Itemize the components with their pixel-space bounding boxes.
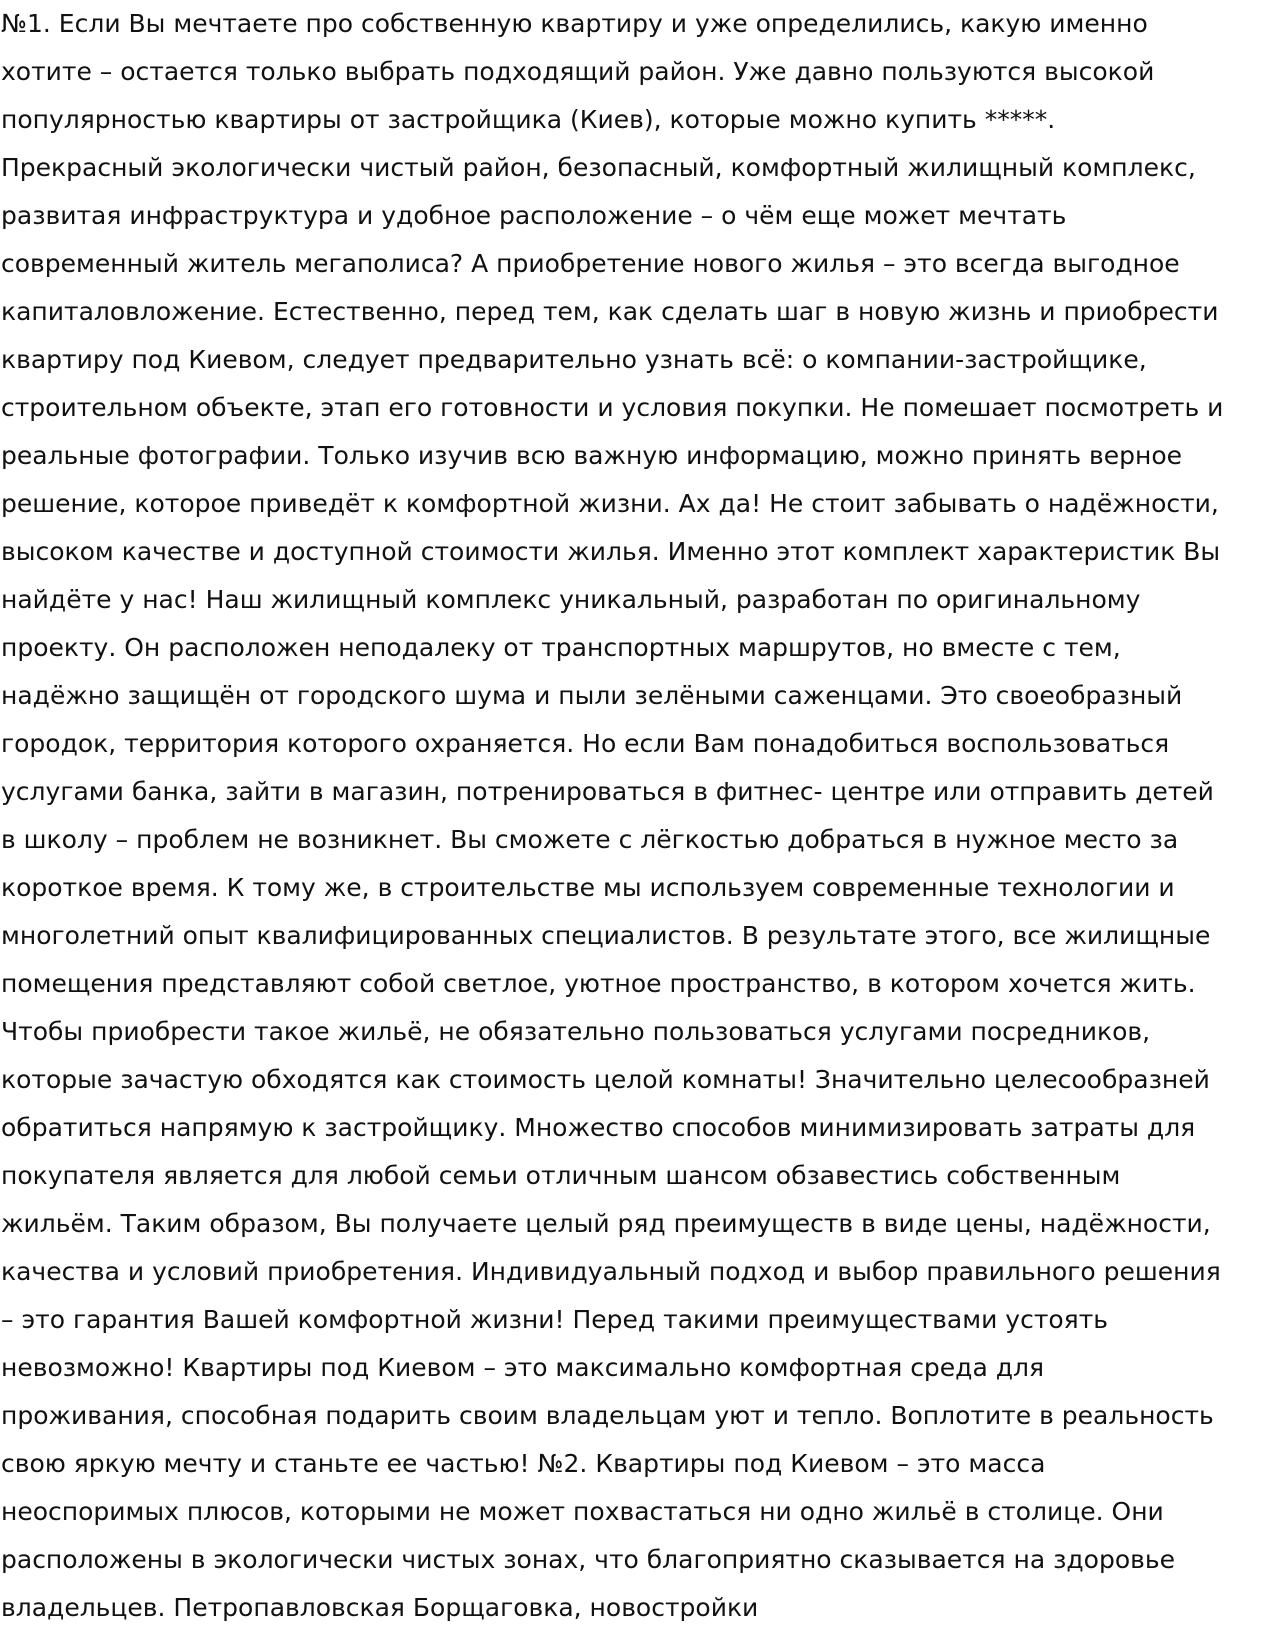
text-line: проживания, способная подарить своим владельцам уют и тепло. Воплотите в реальность — [1, 1401, 1214, 1430]
text-line: короткое время. К тому же, в строительстве мы используем современные технологии и — [1, 873, 1175, 902]
text-line: проекту. Он расположен неподалеку от транспортных маршрутов, но вместе с тем, — [1, 633, 1121, 662]
text-line: невозможно! Квартиры под Киевом – это максимально комфортная среда для — [1, 1353, 1045, 1382]
text-line: которые зачастую обходятся как стоимость целой комнаты! Значительно целесообразней — [1, 1065, 1210, 1094]
text-line: свою яркую мечту и станьте ее частью! №2. Квартиры под Киевом – это масса — [1, 1449, 1046, 1478]
text-line: покупателя является для любой семьи отличным шансом обзавестись собственным — [1, 1161, 1121, 1190]
text-line: квартиру под Киевом, следует предварительно узнать всё: о компании-застройщике, — [1, 345, 1147, 374]
text-line: реальные фотографии. Только изучив всю важную информацию, можно принять верное — [1, 441, 1183, 470]
text-line: решение, которое приведёт к комфортной жизни. Ах да! Не стоит забывать о надёжности, — [1, 489, 1219, 518]
text-line: многолетний опыт квалифицированных специалистов. В результате этого, все жилищные — [1, 921, 1211, 950]
text-line: неоспоримых плюсов, которыми не может похвастаться ни одно жильё в столице. Они — [1, 1497, 1164, 1526]
text-line: популярностью квартиры от застройщика (Киев), которые можно купить *****. — [1, 105, 1056, 134]
text-line: – это гарантия Вашей комфортной жизни! Перед такими преимуществами устоять — [1, 1305, 1109, 1334]
text-line: расположены в экологически чистых зонах, что благоприятно сказывается на здоровье — [1, 1545, 1175, 1574]
text-line: жильём. Таким образом, Вы получаете целый ряд преимуществ в виде цены, надёжности, — [1, 1209, 1211, 1238]
text-line: надёжно защищён от городского шума и пыли зелёными саженцами. Это своеобразный — [1, 681, 1183, 710]
text-line: услугами банка, зайти в магазин, потренироваться в фитнес- центре или отправить детей — [1, 777, 1214, 806]
text-line: №1. Если Вы мечтаете про собственную квартиру и уже определились, какую именно — [1, 9, 1148, 38]
text-line: в школу – проблем не возникнет. Вы сможете с лёгкостью добраться в нужное место за — [1, 825, 1179, 854]
text-line: найдёте у нас! Наш жилищный комплекс уникальный, разработан по оригинальному — [1, 585, 1141, 614]
text-line: современный житель мегаполиса? А приобретение нового жилья – это всегда выгодное — [1, 249, 1180, 278]
text-line: владельцев. Петропавловская Борщаговка, новостройки — [1, 1593, 759, 1622]
text-line: строительном объекте, этап его готовности и условия покупки. Не помешает посмотреть и — [1, 393, 1224, 422]
text-line: Чтобы приобрести такое жильё, не обязательно пользоваться услугами посредников, — [1, 1017, 1151, 1046]
text-line: капиталовложение. Естественно, перед тем, как сделать шаг в новую жизнь и приобрести — [1, 297, 1219, 326]
text-line: Прекрасный экологически чистый район, безопасный, комфортный жилищный комплекс, — [1, 153, 1196, 182]
text-line: качества и условий приобретения. Индивидуальный подход и выбор правильного решения — [1, 1257, 1221, 1286]
text-line: помещения представляют собой светлое, уютное пространство, в котором хочется жить. — [1, 969, 1196, 998]
text-line: высоком качестве и доступной стоимости жилья. Именно этот комплект характеристик Вы — [1, 537, 1221, 566]
text-line: развитая инфраструктура и удобное расположение – о чём еще может мечтать — [1, 201, 1067, 230]
text-line: городок, территория которого охраняется. Но если Вам понадобиться воспользоваться — [1, 729, 1170, 758]
text-line: хотите – остается только выбрать подходящий район. Уже давно пользуются высокой — [1, 57, 1155, 86]
text-line: обратиться напрямую к застройщику. Множество способов минимизировать затраты для — [1, 1113, 1196, 1142]
